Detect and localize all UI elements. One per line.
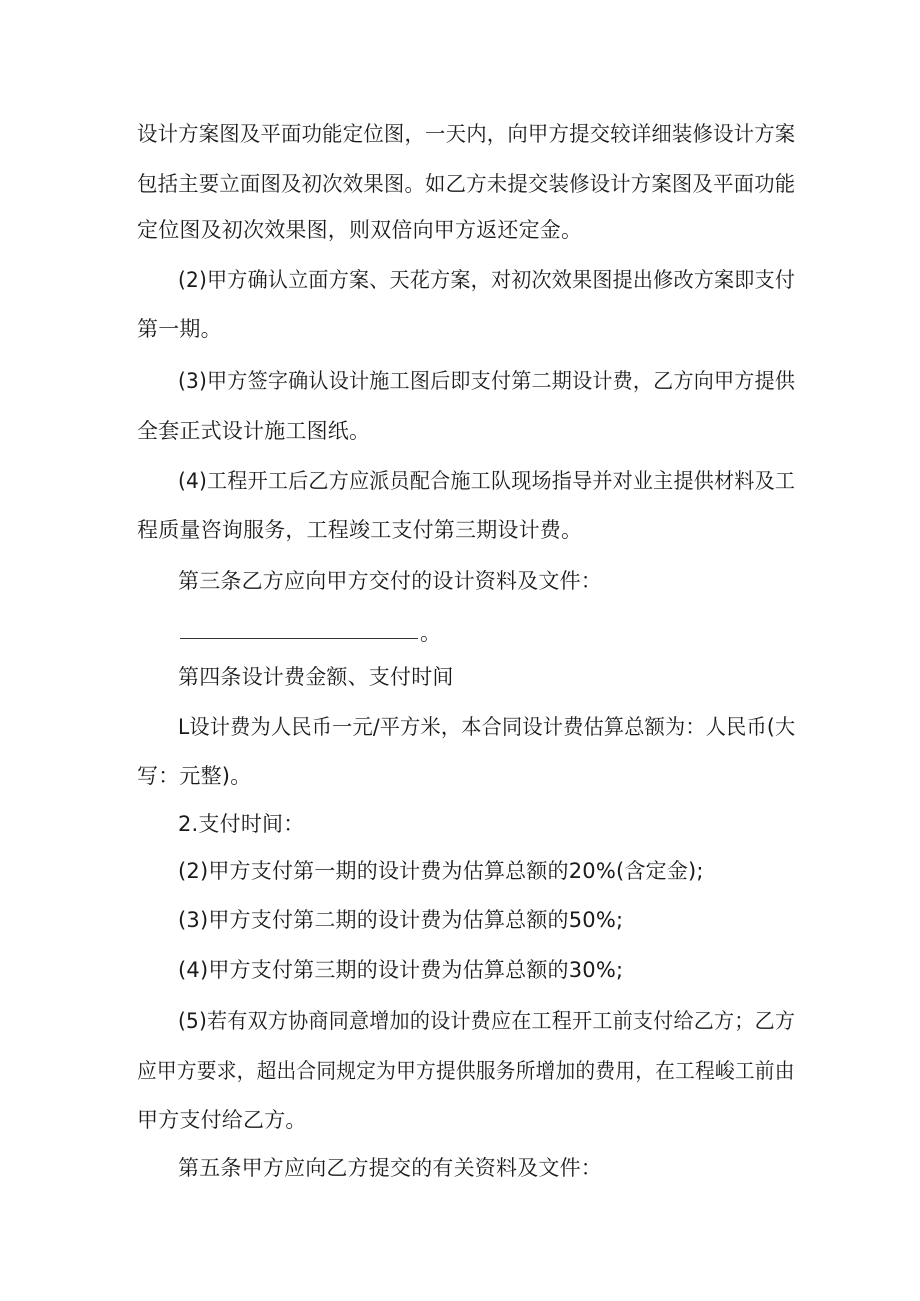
paragraph-line: 写：元整)。 (137, 764, 252, 788)
payment-item-3: (3)甲方支付第二期的设计费为估算总额的50%; (178, 908, 624, 932)
payment-item-4: (4)甲方支付第三期的设计费为估算总额的30%; (178, 958, 624, 982)
clause-item-3: (3)甲方签字确认设计施工图后即支付第二期设计费，乙方向甲方提供 (178, 369, 796, 393)
article-4-heading: 第四条设计费金额、支付时间 (178, 665, 454, 689)
paragraph-line: 定位图及初次效果图，则双倍向甲方返还定金。 (137, 218, 583, 242)
payment-item-2: (2)甲方支付第一期的设计费为估算总额的20%(含定金); (178, 859, 704, 883)
paragraph-line: 第一期。 (137, 317, 222, 341)
paragraph-line: 甲方支付给乙方。 (137, 1108, 307, 1132)
payment-item-5: (5)若有双方协商同意增加的设计费应在工程开工前支付给乙方；乙方 (178, 1009, 796, 1033)
paragraph-line: 设计方案图及平面功能定位图，一天内，向甲方提交较详细装修设计方案 (137, 122, 796, 146)
blank-period: 。 (420, 621, 441, 645)
clause-item-2: (2)甲方确认立面方案、天花方案，对初次效果图提出修改方案即支付 (178, 268, 796, 292)
paragraph-line: 程质量咨询服务，工程竣工支付第三期设计费。 (137, 518, 583, 542)
article-3-heading: 第三条乙方应向甲方交付的设计资料及文件： (178, 569, 602, 593)
paragraph-line: 包括主要立面图及初次效果图。如乙方未提交装修设计方案图及平面功能 (137, 172, 796, 196)
paragraph-line: 应甲方要求，超出合同规定为甲方提供服务所增加的费用，在工程峻工前由 (137, 1059, 795, 1083)
paragraph-line: 全套正式设计施工图纸。 (137, 419, 371, 443)
clause-item-4: (4)工程开工后乙方应派员配合施工队现场指导并对业主提供材料及工 (178, 469, 796, 493)
fill-in-blank (180, 638, 418, 639)
payment-time-heading: 2.支付时间： (178, 812, 305, 836)
article-5-heading: 第五条甲方应向乙方提交的有关资料及文件： (178, 1156, 602, 1180)
fee-item-1: L设计费为人民币一元/平方米，本合同设计费估算总额为：人民币(大 (178, 715, 796, 739)
